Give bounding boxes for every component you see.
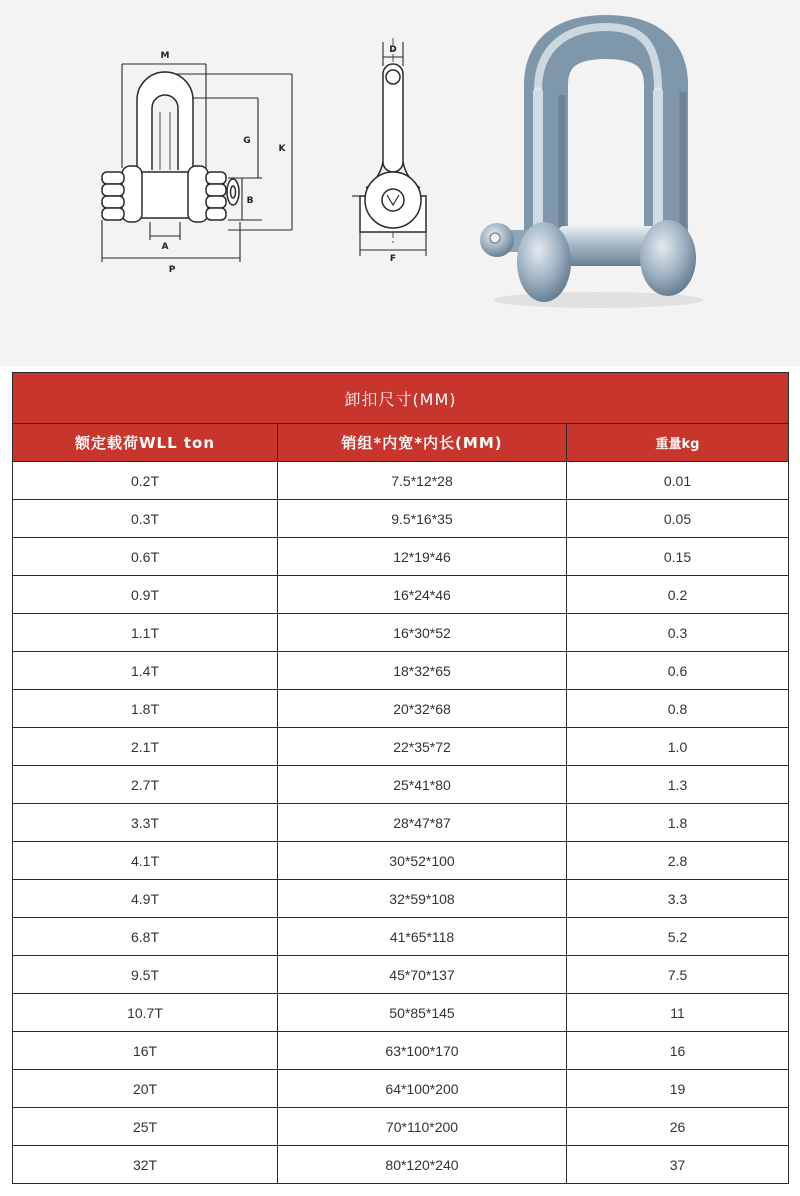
- wll-cell: 3.3T: [13, 804, 278, 842]
- table-row: [13, 728, 789, 766]
- dimension-label-p: P: [168, 265, 176, 275]
- weight-cell: 16: [567, 1032, 789, 1070]
- product-illustration-area: [0, 0, 800, 366]
- table-row: [13, 1108, 789, 1146]
- wll-cell: 4.1T: [13, 842, 278, 880]
- dimension-label-b: B: [246, 196, 254, 206]
- table-row: [13, 538, 789, 576]
- wll-cell: 25T: [13, 1108, 278, 1146]
- dimensions-cell: 7.5*12*28: [278, 462, 567, 500]
- dimensions-cell: 50*85*145: [278, 994, 567, 1032]
- wll-cell: 0.6T: [13, 538, 278, 576]
- dimension-label-d: D: [389, 45, 397, 55]
- weight-cell: 3.3: [567, 880, 789, 918]
- dimensions-cell: 30*52*100: [278, 842, 567, 880]
- weight-cell: 0.15: [567, 538, 789, 576]
- front-shackle-outline: [102, 72, 239, 222]
- dimensions-cell: 28*47*87: [278, 804, 567, 842]
- table-row: [13, 880, 789, 918]
- table-row: [13, 994, 789, 1032]
- weight-cell: 0.6: [567, 652, 789, 690]
- dimension-label-g: G: [243, 136, 251, 146]
- table-row: [13, 804, 789, 842]
- table-row: [13, 956, 789, 994]
- weight-cell: 0.01: [567, 462, 789, 500]
- dimensions-cell: 20*32*68: [278, 690, 567, 728]
- table-row: [13, 576, 789, 614]
- weight-cell: 1.0: [567, 728, 789, 766]
- dimensions-cell: 25*41*80: [278, 766, 567, 804]
- dimensions-cell: 22*35*72: [278, 728, 567, 766]
- dimensions-cell: 12*19*46: [278, 538, 567, 576]
- dimensions-cell: 70*110*200: [278, 1108, 567, 1146]
- dimensions-cell: 41*65*118: [278, 918, 567, 956]
- dimensions-cell: 18*32*65: [278, 652, 567, 690]
- wll-cell: 16T: [13, 1032, 278, 1070]
- dimensions-cell: 45*70*137: [278, 956, 567, 994]
- shackle-spec-table: [12, 372, 789, 1184]
- weight-cell: 11: [567, 994, 789, 1032]
- weight-cell: 1.8: [567, 804, 789, 842]
- table-title-row: [13, 373, 789, 424]
- header-wll: 额定载荷WLL ton: [13, 424, 278, 462]
- dimensions-cell: 80*120*240: [278, 1146, 567, 1184]
- front-view-drawing: [102, 51, 292, 275]
- dimensions-cell: 16*30*52: [278, 614, 567, 652]
- weight-cell: 7.5: [567, 956, 789, 994]
- table-row: [13, 652, 789, 690]
- wll-cell: 0.3T: [13, 500, 278, 538]
- wll-cell: 2.1T: [13, 728, 278, 766]
- dimension-label-f: F: [389, 254, 397, 264]
- wll-cell: 10.7T: [13, 994, 278, 1032]
- wll-cell: 0.9T: [13, 576, 278, 614]
- table-row: [13, 842, 789, 880]
- shackle-photo: [480, 27, 703, 308]
- dimension-label-a: A: [161, 242, 169, 252]
- wll-cell: 1.1T: [13, 614, 278, 652]
- product-illustration: [0, 0, 800, 366]
- weight-cell: 0.05: [567, 500, 789, 538]
- header-dimensions: 销组*内宽*内长(MM): [278, 424, 567, 462]
- weight-cell: 5.2: [567, 918, 789, 956]
- dimension-label-m: M: [160, 51, 170, 61]
- table-row: [13, 690, 789, 728]
- weight-cell: 1.3: [567, 766, 789, 804]
- wll-cell: 0.2T: [13, 462, 278, 500]
- wll-cell: 9.5T: [13, 956, 278, 994]
- table-row: [13, 766, 789, 804]
- table-row: [13, 614, 789, 652]
- dimensions-cell: 9.5*16*35: [278, 500, 567, 538]
- table-row: [13, 462, 789, 500]
- weight-cell: 0.8: [567, 690, 789, 728]
- table-row: [13, 1032, 789, 1070]
- wll-cell: 32T: [13, 1146, 278, 1184]
- wll-cell: 20T: [13, 1070, 278, 1108]
- header-weight: 重量kg: [567, 424, 789, 462]
- dimensions-cell: 16*24*46: [278, 576, 567, 614]
- table-title: 卸扣尺寸(MM): [13, 373, 789, 424]
- weight-cell: 0.2: [567, 576, 789, 614]
- dimensions-cell: 32*59*108: [278, 880, 567, 918]
- side-view-drawing: [352, 38, 426, 264]
- wll-cell: 1.4T: [13, 652, 278, 690]
- dimension-label-k: K: [278, 144, 286, 154]
- wll-cell: 6.8T: [13, 918, 278, 956]
- table-row: [13, 500, 789, 538]
- table-row: [13, 918, 789, 956]
- front-dimension-lines: [102, 64, 292, 262]
- table-row: [13, 1070, 789, 1108]
- side-shackle-outline: [360, 64, 426, 232]
- dimensions-cell: 64*100*200: [278, 1070, 567, 1108]
- weight-cell: 19: [567, 1070, 789, 1108]
- wll-cell: 2.7T: [13, 766, 278, 804]
- wll-cell: 1.8T: [13, 690, 278, 728]
- weight-cell: 0.3: [567, 614, 789, 652]
- table-header-row: [13, 424, 789, 462]
- table-row: [13, 1146, 789, 1184]
- weight-cell: 2.8: [567, 842, 789, 880]
- wll-cell: 4.9T: [13, 880, 278, 918]
- weight-cell: 37: [567, 1146, 789, 1184]
- dimensions-cell: 63*100*170: [278, 1032, 567, 1070]
- weight-cell: 26: [567, 1108, 789, 1146]
